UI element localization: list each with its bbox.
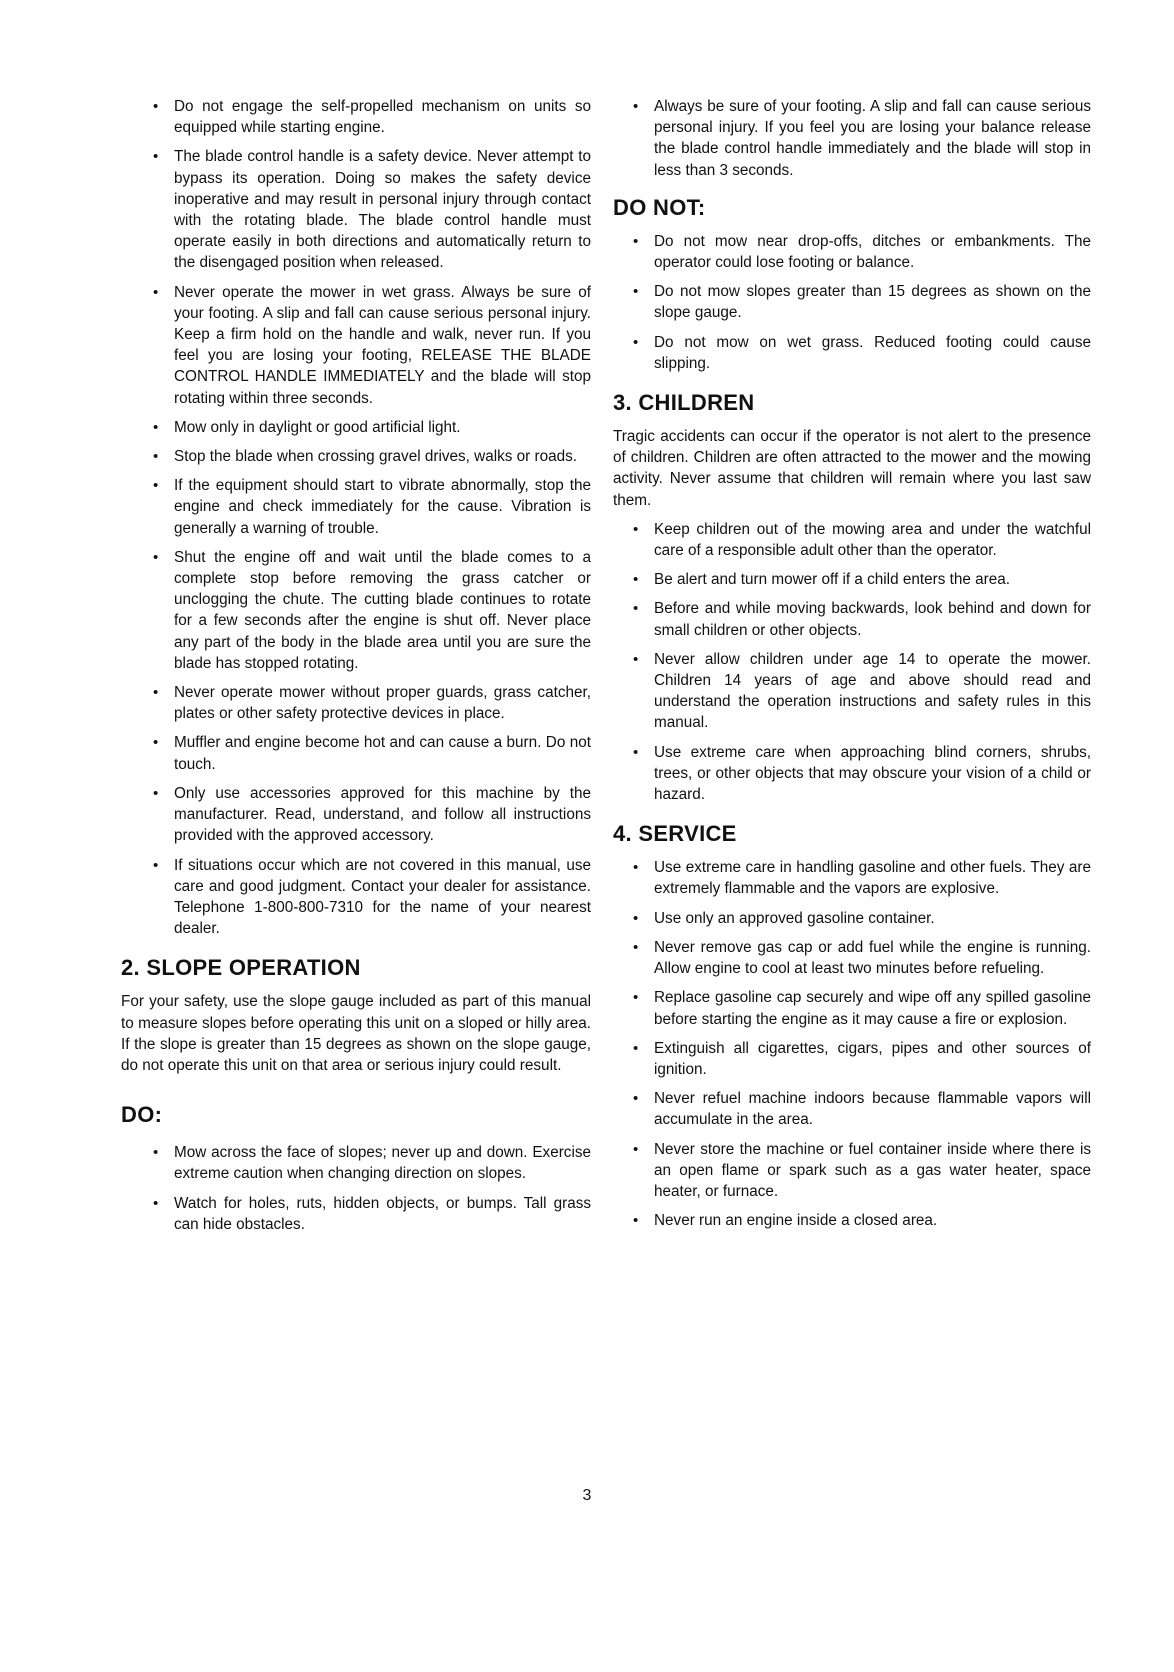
list-item: • Never allow children under age 14 to operate the mower. Children 14 years of age and above should read and understand the operation instructions and safety rules in this manual. xyxy=(613,649,1091,734)
do-not-bullet-list xyxy=(613,231,1091,374)
list-item: • The blade control handle is a safety device. Never attempt to bypass its operation. Doing so makes the safety device inoperative and may result in personal injury through contact with the rotating blade. The blade control handle must operate easily in both directions and automatically return to the disengaged position when released. xyxy=(121,146,591,273)
list-item: • Shut the engine off and wait until the blade comes to a complete stop before removing the grass catcher or unclogging the chute. The cutting blade continues to rotate for a few seconds after the engine is shut off. Never place any part of the body in the blade area until you are sure the blade has stopped rotating. xyxy=(121,547,591,674)
list-item: • Be alert and turn mower off if a child enters the area. xyxy=(613,569,1091,590)
safety-bullet-list xyxy=(121,96,591,939)
list-item: • Before and while moving backwards, look behind and down for small children or other objects. xyxy=(613,598,1091,640)
children-bullet-list xyxy=(613,519,1091,805)
list-item: • Use extreme care in handling gasoline and other fuels. They are extremely flammable and the vapors are explosive. xyxy=(613,857,1091,899)
do-bullet-list xyxy=(121,1142,591,1235)
slope-operation-paragraph: For your safety, use the slope gauge included as part of this manual to measure slopes before operating this unit on a sloped or hilly area. If the slope is greater than 15 degrees as shown on the slope gauge, do not operate this unit on that area or serious injury could result. xyxy=(121,993,591,1074)
list-item: • If situations occur which are not covered in this manual, use care and good judgment. Contact your dealer for assistance. Telephone 1-800-800-7310 for the name of your nearest dealer. xyxy=(121,855,591,940)
list-item: • If the equipment should start to vibrate abnormally, stop the engine and check immediately for the cause. Vibration is generally a warning of trouble. xyxy=(121,475,591,539)
list-item: • Only use accessories approved for this machine by the manufacturer. Read, understand, and follow all instructions provided with the approved accessory. xyxy=(121,783,591,847)
children-heading: 3. CHILDREN xyxy=(613,390,755,416)
list-item: • Use extreme care when approaching blind corners, shrubs, trees, or other objects that may obscure your vision of a child or hazard. xyxy=(613,742,1091,806)
list-item: • Do not engage the self-propelled mechanism on units so equipped while starting engine. xyxy=(121,96,591,138)
list-item: • Always be sure of your footing. A slip and fall can cause serious personal injury. If you feel you are losing your balance release the blade control handle immediately and the blade will stop in less than 3 seconds. xyxy=(613,96,1091,181)
list-item: • Never operate mower without proper guards, grass catcher, plates or other safety protective devices in place. xyxy=(121,682,591,724)
list-item: • Never store the machine or fuel container inside where there is an open flame or spark such as a gas water heater, space heater, or furnace. xyxy=(613,1139,1091,1203)
list-item: • Never run an engine inside a closed area. xyxy=(613,1210,1091,1231)
list-item: • Never remove gas cap or add fuel while the engine is running. Allow engine to cool at least two minutes before refueling. xyxy=(613,937,1091,979)
list-item: • Watch for holes, ruts, hidden objects, or bumps. Tall grass can hide obstacles. xyxy=(121,1193,591,1235)
do-not-heading: DO NOT: xyxy=(613,194,706,220)
service-bullet-list xyxy=(613,857,1091,1231)
list-item: • Stop the blade when crossing gravel drives, walks or roads. xyxy=(121,446,591,467)
left-column xyxy=(121,96,591,1243)
list-item: • Keep children out of the mowing area and under the watchful care of a responsible adult other than the operator. xyxy=(613,519,1091,561)
list-item: • Use only an approved gasoline container. xyxy=(613,908,1091,929)
list-item: • Never refuel machine indoors because flammable vapors will accumulate in the area. xyxy=(613,1088,1091,1130)
list-item: • Do not mow on wet grass. Reduced footing could cause slipping. xyxy=(613,332,1091,374)
page-number: 3 xyxy=(582,1487,592,1504)
children-paragraph: Tragic accidents can occur if the operator is not alert to the presence of children. Children are often attracted to the mower and the mowing activity. Never assume that children will remain where you last saw them. xyxy=(613,428,1091,509)
list-item: • Replace gasoline cap securely and wipe off any spilled gasoline before starting the engine as it may cause a fire or explosion. xyxy=(613,987,1091,1029)
service-heading: 4. SERVICE xyxy=(613,821,737,847)
list-item: • Extinguish all cigarettes, cigars, pipes and other sources of ignition. xyxy=(613,1038,1091,1080)
slope-operation-heading: 2. SLOPE OPERATION xyxy=(121,955,361,981)
list-item: • Mow only in daylight or good artificial light. xyxy=(121,417,591,438)
list-item: • Do not mow slopes greater than 15 degrees as shown on the slope gauge. xyxy=(613,281,1091,323)
list-item: • Muffler and engine become hot and can cause a burn. Do not touch. xyxy=(121,732,591,774)
list-item: • Mow across the face of slopes; never up and down. Exercise extreme caution when changing direction on slopes. xyxy=(121,1142,591,1184)
footing-bullet-list xyxy=(613,96,1091,181)
right-column xyxy=(613,96,1091,1239)
list-item: • Never operate the mower in wet grass. Always be sure of your footing. A slip and fall can cause serious personal injury. Keep a firm hold on the handle and walk, never run. If you feel you are losing your footing, RELEASE THE BLADE CONTROL HANDLE IMMEDIATELY and the blade will stop rotating within three seconds. xyxy=(121,282,591,409)
do-heading: DO: xyxy=(121,1102,163,1128)
list-item: • Do not mow near drop-offs, ditches or embankments. The operator could lose footing or balance. xyxy=(613,231,1091,273)
